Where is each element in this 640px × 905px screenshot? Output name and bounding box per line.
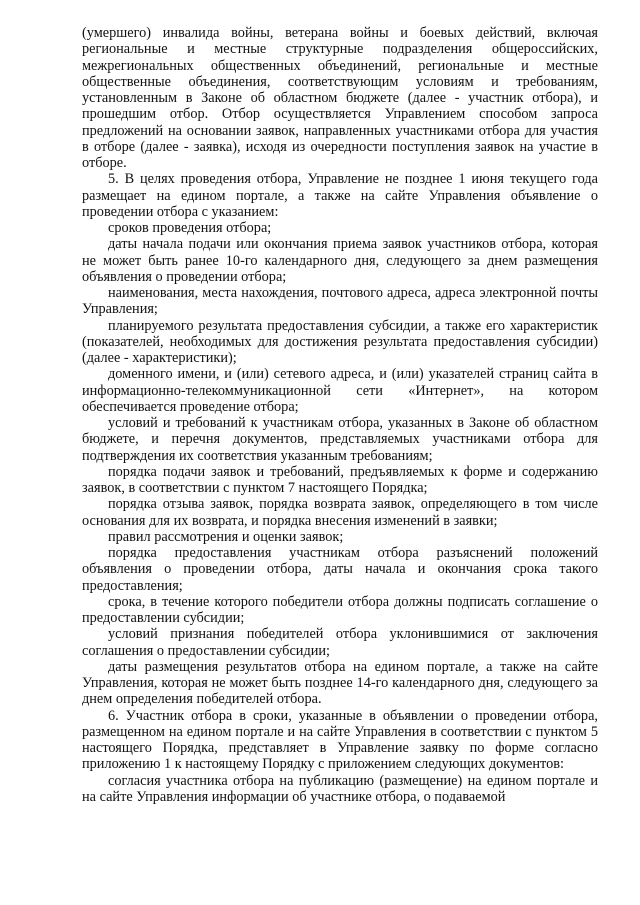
paragraph-list-item: согласия участника отбора на публикацию (размещение) на едином портале и на сайте Управления информации об участнике отбора, о подаваемой	[82, 772, 598, 805]
paragraph-continuation: (умершего) инвалида войны, ветерана войны и боевых действий, включая региональные и местные структурные подразделения общероссийских, межрегиональных общественных объединений, региональные и местные общественные объединения, соответствующим условиям и требованиям, установленным в Законе об областном бюджете (далее - участник отбора), и прошедшим отбор. Отбор осуществляется Управлением способом запроса предложений на основании заявок, направленных участниками отбора для участия в отборе (далее - заявка), исходя из очередности поступления заявок на участие в отборе.	[82, 25, 598, 171]
paragraph-list-item: порядка отзыва заявок, порядка возврата заявок, определяющего в том числе основания для их возврата, и порядка внесения изменений в заявки;	[82, 496, 598, 529]
paragraph-list-item: даты размещения результатов отбора на едином портале, а также на сайте Управления, которая не может быть позднее 14-го календарного дня, следующего за днем определения победителей отбора.	[82, 658, 598, 708]
paragraph-list-item: порядка подачи заявок и требований, предъявляемых к форме и содержанию заявок, в соответствии с пунктом 7 настоящего Порядка;	[82, 463, 598, 496]
paragraph-list-item: правил рассмотрения и оценки заявок;	[108, 528, 344, 545]
paragraph-item-5: 5. В целях проведения отбора, Управление не позднее 1 июня текущего года размещает на едином портале, а также на сайте Управления объявление о проведении отбора с указанием:	[82, 171, 598, 220]
paragraph-item-6: 6. Участник отбора в сроки, указанные в объявлении о проведении отбора, размещенном на едином портале и на сайте Управления в соответствии с пунктом 5 настоящего Порядка, представляет в Управление заявку по форме согласно приложению 1 к настоящему Порядку с приложением следующих документов:	[82, 707, 598, 773]
paragraph-list-item: условий признания победителей отбора уклонившимися от заключения соглашения о предоставлении субсидии;	[82, 626, 598, 659]
paragraph-list-item: условий и требований к участникам отбора, указанных в Законе об областном бюджете, и перечня документов, представляемых участниками отбора для подтверждения их соответствия указанным требованиям;	[82, 415, 598, 464]
paragraph-list-item: порядка предоставления участникам отбора разъяснений положений объявления о проведении отбора, даты начала и окончания срока такого предоставления;	[82, 545, 598, 594]
paragraph-list-item: планируемого результата предоставления субсидии, а также его характеристик (показателей, необходимых для достижения результата предоставления субсидии) (далее - характеристики);	[82, 317, 598, 366]
paragraph-list-item: сроков проведения отбора;	[108, 220, 272, 236]
paragraph-list-item: доменного имени, и (или) сетевого адреса, и (или) указателей страниц сайта в информационно-телекоммуникационной сети «Интернет», на котором обеспечивается проведение отбора;	[82, 366, 598, 415]
paragraph-list-item: наименования, места нахождения, почтового адреса, адреса электронной почты Управления;	[82, 285, 598, 318]
paragraph-list-item: срока, в течение которого победители отбора должны подписать соглашение о предоставлении субсидии;	[82, 593, 598, 626]
paragraph-list-item: даты начала подачи или окончания приема заявок участников отбора, которая не может быть ранее 10-го календарного дня, следующего за днем размещения объявления о проведении отбора;	[82, 236, 598, 285]
document-page	[82, 25, 598, 805]
